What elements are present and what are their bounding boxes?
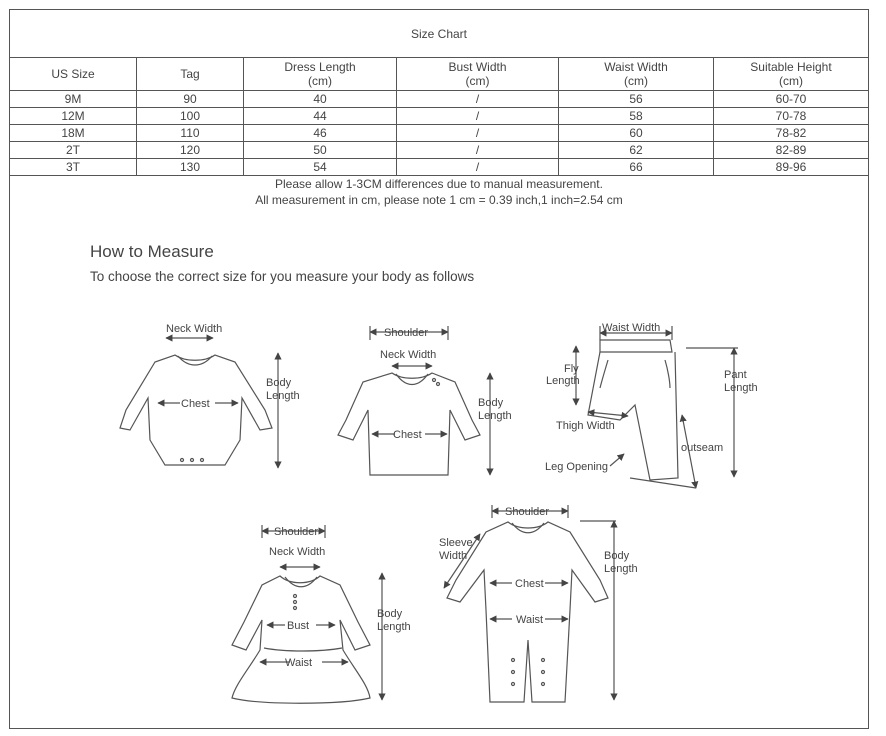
romper-chest-label: Chest [515, 578, 544, 590]
bodysuit-body-label-2: Length [266, 390, 300, 402]
measurement-note-2: All measurement in cm, please note 1 cm = 0.39 inch,1 inch=2.54 cm [255, 193, 623, 207]
measurement-diagrams [10, 10, 868, 728]
cell-us-size: 9M [10, 91, 137, 108]
romper-sleeve-label-1: Sleeve [439, 537, 473, 549]
cell-us-size: 2T [10, 142, 137, 159]
cell-waist-width: 62 [559, 142, 714, 159]
cell-us-size: 12M [10, 108, 137, 125]
cell-suitable-height: 82-89 [714, 142, 869, 159]
romper-shoulder-label: Shoulder [505, 506, 550, 518]
dress-body-label-1: Body [377, 608, 403, 620]
shirt-shoulder-label: Shoulder [384, 327, 429, 339]
romper-body-label-1: Body [604, 550, 630, 562]
pants-fly-label-1: Fly [564, 363, 579, 375]
pants-fly-label-2: Length [546, 375, 580, 387]
header-us-size: US Size [10, 58, 137, 91]
romper-body-label-2: Length [604, 563, 638, 575]
header-dress-length: Dress Length (cm) [244, 58, 397, 91]
header-suitable-height: Suitable Height (cm) [714, 58, 869, 91]
cell-dress-length: 44 [244, 108, 397, 125]
cell-dress-length: 54 [244, 159, 397, 176]
shirt-body-label-1: Body [478, 397, 504, 409]
cell-waist-width: 66 [559, 159, 714, 176]
measurement-note-1: Please allow 1-3CM differences due to manual measurement. [275, 177, 603, 191]
bodysuit-neck-label: Neck Width [166, 323, 223, 335]
header-waist-width: Waist Width (cm) [559, 58, 714, 91]
cell-us-size: 18M [10, 125, 137, 142]
shirt-body-label-2: Length [478, 410, 512, 422]
romper-waist-label: Waist [516, 614, 544, 626]
size-chart-frame [9, 9, 869, 729]
pants-thigh-label: Thigh Width [556, 420, 615, 432]
cell-tag: 130 [137, 159, 244, 176]
cell-tag: 90 [137, 91, 244, 108]
cell-waist-width: 56 [559, 91, 714, 108]
dress-shoulder-label: Shoulder [274, 526, 319, 538]
shirt-neck-label: Neck Width [380, 349, 437, 361]
cell-dress-length: 50 [244, 142, 397, 159]
header-bust-width: Bust Width (cm) [397, 58, 559, 91]
header-tag: Tag [137, 58, 244, 91]
cell-tag: 110 [137, 125, 244, 142]
cell-bust-width: / [397, 108, 559, 125]
dress-body-label-2: Length [377, 621, 411, 633]
cell-waist-width: 60 [559, 125, 714, 142]
how-to-measure-title: How to Measure [90, 242, 214, 261]
dress-neck-label: Neck Width [269, 546, 326, 558]
dress-waist-label: Waist [285, 657, 313, 669]
cell-waist-width: 58 [559, 108, 714, 125]
cell-bust-width: / [397, 91, 559, 108]
romper-diagram [444, 505, 616, 702]
cell-dress-length: 40 [244, 91, 397, 108]
cell-suitable-height: 89-96 [714, 159, 869, 176]
cell-tag: 100 [137, 108, 244, 125]
pants-pant-label-1: Pant [724, 369, 747, 381]
shirt-chest-label: Chest [393, 429, 422, 441]
romper-sleeve-label-2: Width [439, 550, 468, 562]
pants-leg-label: Leg Opening [545, 461, 608, 473]
cell-tag: 120 [137, 142, 244, 159]
cell-suitable-height: 60-70 [714, 91, 869, 108]
cell-bust-width: / [397, 125, 559, 142]
cell-dress-length: 46 [244, 125, 397, 142]
pants-pant-label-2: Length [724, 382, 758, 394]
bodysuit-chest-label: Chest [181, 398, 210, 410]
pants-outseam-label: outseam [681, 442, 724, 454]
size-chart-title: Size Chart [10, 10, 868, 58]
bodysuit-body-label-1: Body [266, 377, 292, 389]
cell-suitable-height: 70-78 [714, 108, 869, 125]
cell-us-size: 3T [10, 159, 137, 176]
cell-bust-width: / [397, 142, 559, 159]
cell-bust-width: / [397, 159, 559, 176]
dress-bust-label: Bust [287, 620, 310, 632]
how-to-measure-subtitle: To choose the correct size for you measure your body as follows [90, 269, 475, 284]
pants-waist-label: Waist Width [602, 322, 661, 334]
cell-suitable-height: 78-82 [714, 125, 869, 142]
